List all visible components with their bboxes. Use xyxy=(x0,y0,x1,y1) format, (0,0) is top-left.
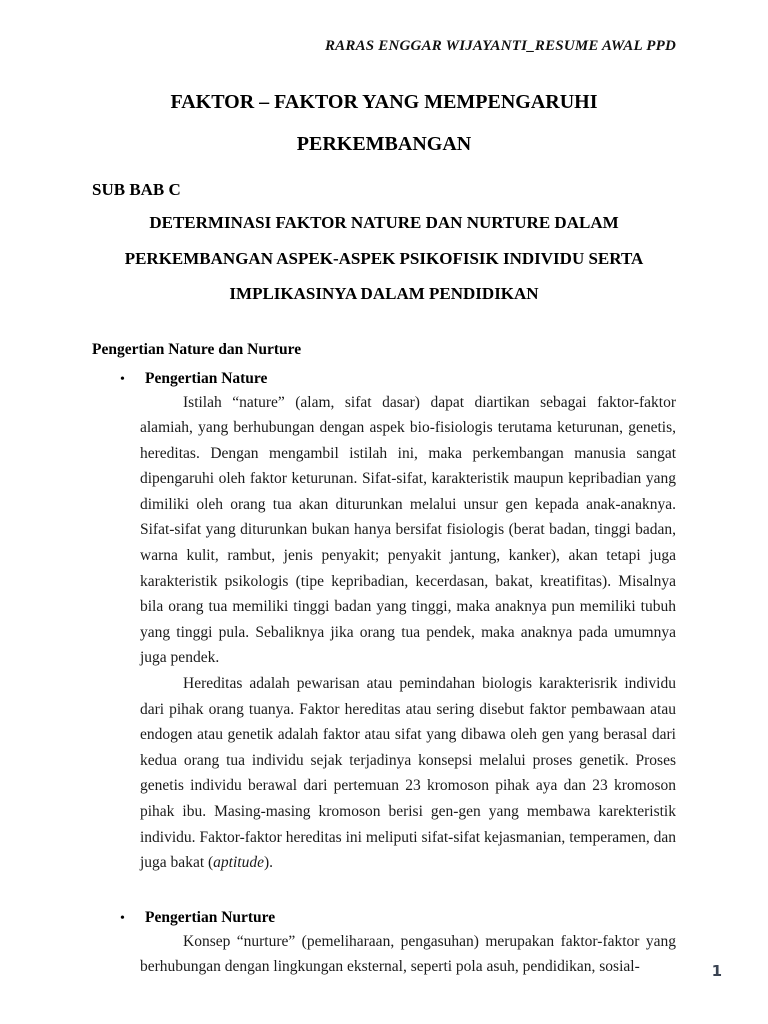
section-heading: Pengertian Nature dan Nurture xyxy=(92,340,302,358)
bullet-icon: • xyxy=(120,371,125,387)
chapter-label: SUB BAB C xyxy=(92,180,181,199)
paragraph-nature-2 xyxy=(140,671,676,876)
bullet-icon: • xyxy=(120,910,125,926)
bullet-label-nurture: Pengertian Nurture xyxy=(145,908,276,926)
paragraph-nature-2-text: Hereditas adalah pewarisan atau pemindahan biologis karakterisrik individu dari pihak orang tuanya. Faktor hereditas atau sering disebut faktor pembawaan atau endogen atau genetik adalah faktor atau sifat yang dibawa oleh gen yang berasal dari kedua orang tua individu sejak terjadinya konsepsi melalui proses genetik. Proses genetis individu berawal dari pertemuan 23 kromoson pihak aya dan 23 kromoson pihak ibu. Masing-masing kromoson berisi gen-gen yang membawa karekteristik individu. Faktor-faktor hereditas ini meliputi sifat-sifat kejasmanian, temperamen, dan juga bakat ( xyxy=(140,675,676,872)
bullet-item-nature xyxy=(120,370,676,388)
document-title-line1: FAKTOR – FAKTOR YANG MEMPENGARUHI xyxy=(170,91,598,113)
bullet-label-nature: Pengertian Nature xyxy=(145,369,268,387)
chapter-subtitle-line3: IMPLIKASINYA DALAM PENDIDIKAN xyxy=(229,284,539,303)
paragraph-nature-1: Istilah “nature” (alam, sifat dasar) dapat diartikan sebagai faktor-faktor alamiah, yang berhubungan dengan aspek bio-fisiologis terutama keturunan, genetis, hereditas. Dengan mengambil istilah ini, maka perkembangan manusia sangat dipengaruhi oleh faktor keturunan. Sifat-sifat, karakteristik maupun kepribadian yang dimiliki oleh orang tua akan diturunkan melalui unsur gen kepada anak-anaknya. Sifat-sifat yang diturunkan bukan hanya bersifat fisiologis (berat badan, tinggi badan, warna kulit, rambut, jenis penyakit; penyakit jantung, kanker), akan tetapi juga karakteristik psikologis (tipe kepribadian, kecerdasan, bakat, kreatifitas). Misalnya bila orang tua memiliki tinggi badan yang tinggi, maka anaknya pun memiliki tubuh yang tinggi pula. Sebaliknya jika orang tua pendek, maka anaknya pada umumnya juga pendek. xyxy=(140,393,676,667)
chapter-subtitle xyxy=(92,205,676,312)
paragraph-nurture-1: Konsep “nurture” (pemeliharaan, pengasuhan) merupakan faktor-faktor yang berhubungan dengan lingkungan eksternal, seperti pola asuh, pendidikan, sosial- xyxy=(140,932,676,976)
bullet-item-nurture xyxy=(120,909,676,927)
paragraph-nature-2-tail: ). xyxy=(263,854,274,872)
running-header: RARAS ENGGAR WIJAYANTI_RESUME AWAL PPD xyxy=(324,38,676,54)
document-title-line2: PERKEMBANGAN xyxy=(296,133,472,155)
section-spacer xyxy=(0,876,768,898)
chapter-subtitle-line2: PERKEMBANGAN ASPEK-ASPEK PSIKOFISIK INDIVIDU SERTA xyxy=(124,248,644,268)
paragraph-nature-2-italic-term: aptitude xyxy=(213,854,264,872)
page-number: 1 xyxy=(711,962,722,980)
chapter-subtitle-line1: DETERMINASI FAKTOR NATURE DAN NURTURE DALAM xyxy=(149,213,619,232)
document-title xyxy=(0,81,768,165)
